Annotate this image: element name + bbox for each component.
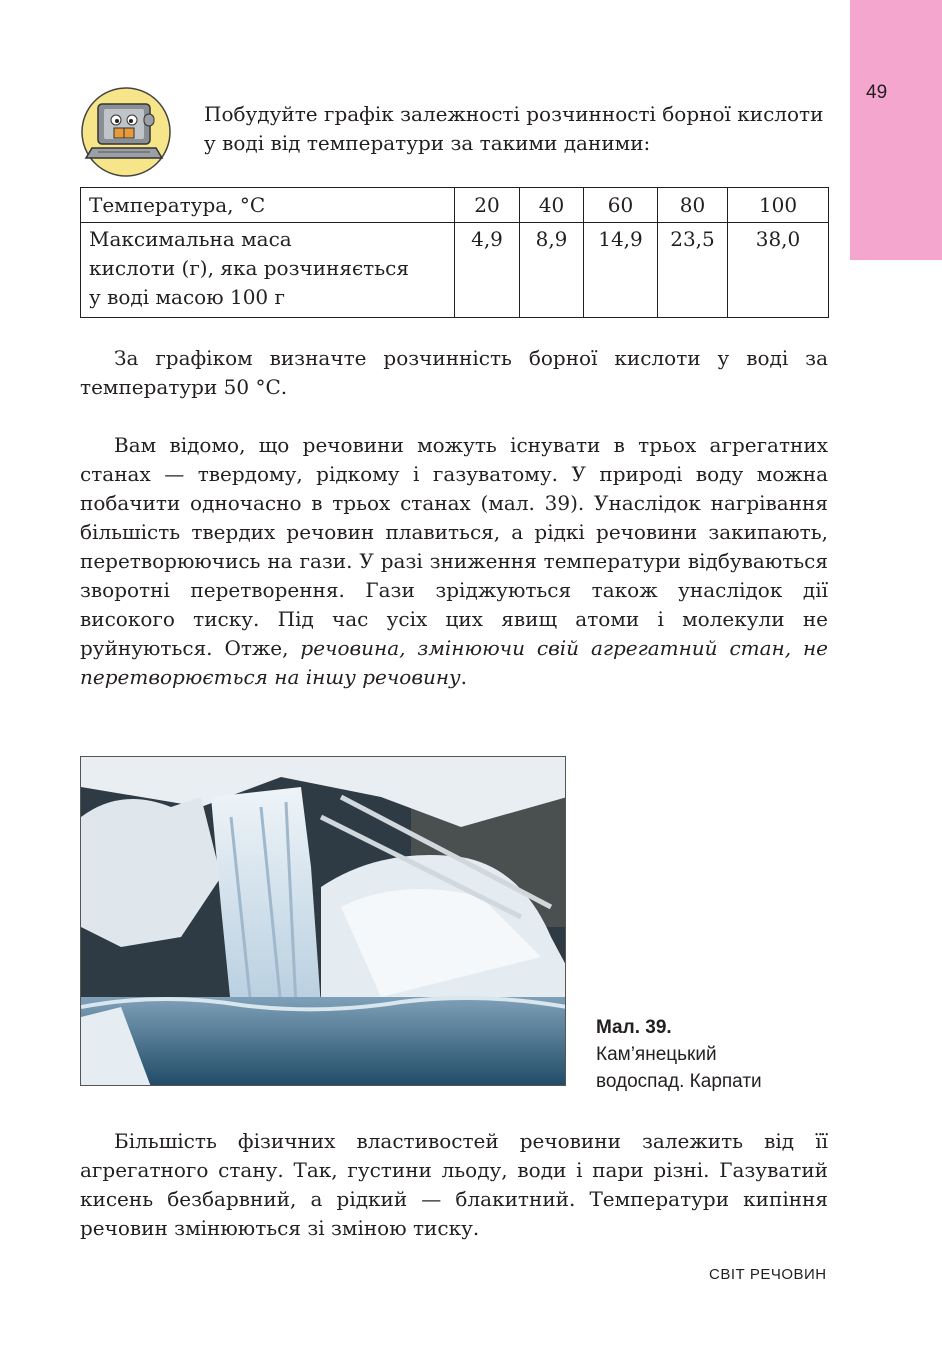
final-paragraph-text: Більшість фізичних властивостей речовини залежить від її агрегатного стану. Так, густини льоду, води і пари різні. Газуватий кисень безбарвний, а рідкий — блакитний. Температури кипіння речовин змінюються зі зміною тиску. (80, 1129, 828, 1240)
cell-mass: 8,9 (520, 223, 584, 318)
row-label-mass (81, 223, 455, 318)
cell-mass: 4,9 (455, 223, 520, 318)
question-paragraph (80, 344, 828, 402)
page-footer: СВІТ РЕЧОВИН (709, 1266, 827, 1283)
row-label-temperature: Температура, °С (81, 188, 455, 223)
question-text: За графіком визначте розчинність борної кислоти у воді за температури 50 °С. (80, 346, 828, 399)
waterfall-photo (80, 756, 566, 1086)
table-row-temperature (81, 188, 829, 223)
row-label-line: кислоти (г), яка розчиняється (89, 256, 409, 280)
cell-mass: 14,9 (584, 223, 658, 318)
figure-caption-line: водоспад. Карпати (596, 1071, 762, 1092)
figure-caption (596, 1014, 836, 1095)
main-paragraph-italic: речовина, змінюючи свій агрегатний стан, не перетворюється на іншу речовину (80, 636, 828, 689)
cell-temperature: 80 (658, 188, 728, 223)
cell-temperature: 40 (520, 188, 584, 223)
solubility-table (80, 187, 829, 318)
page-number: 49 (866, 82, 888, 103)
waterfall-image (81, 757, 566, 1086)
final-paragraph (80, 1127, 828, 1243)
computer-mascot-icon (80, 86, 172, 178)
main-paragraph-text: Вам відомо, що речовини можуть існувати в трьох агрегатних станах — твердому, рідкому і газуватому. У природі воду можна побачити одночасно в трьох станах (мал. 39). Унаслідок нагрівання більшість твердих речовин плавиться, а рідкі речовини закипають, перетворюючись на гази. У разі зниження температури відбуваються зворотні перетворення. Гази зріджуються також унаслідок дії високого тиску. Під час усіх цих явищ атоми і молекули не руйнуються. Отже, (80, 433, 828, 660)
task-text: Побудуйте графік залежності розчинності борної кислоти у воді від температури за такими даними: (204, 102, 824, 155)
figure-caption-line: Кам’янецький (596, 1044, 717, 1065)
cell-temperature: 100 (728, 188, 829, 223)
cell-mass: 38,0 (728, 223, 829, 318)
figure-label: Мал. 39. (596, 1017, 672, 1038)
cell-temperature: 20 (455, 188, 520, 223)
page-corner-tab (850, 0, 942, 260)
table-row-mass (81, 223, 829, 318)
cell-temperature: 60 (584, 188, 658, 223)
row-label-line: у воді масою 100 г (89, 285, 285, 309)
main-paragraph-end: . (460, 665, 467, 689)
cell-mass: 23,5 (658, 223, 728, 318)
main-paragraph (80, 431, 828, 692)
row-label-line: Максимальна маса (89, 227, 292, 251)
